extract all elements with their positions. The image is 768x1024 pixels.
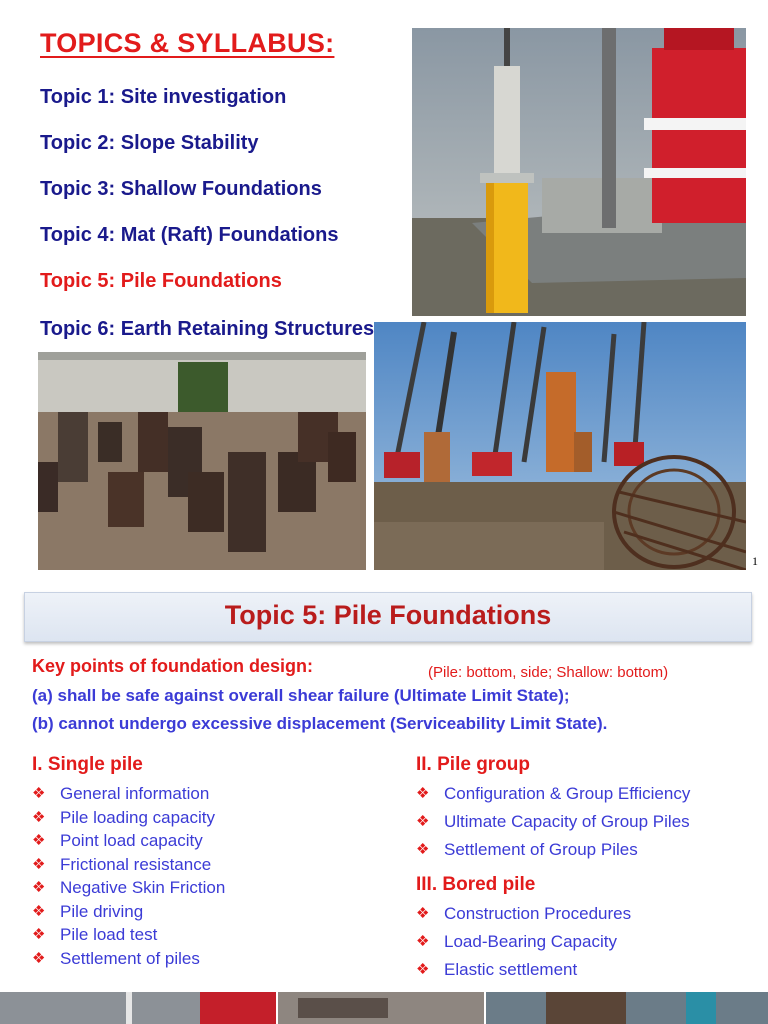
criterion-b: (b) cannot undergo excessive displacement (Serviceability Limit State). [32, 714, 608, 733]
key-points-label: Key points of foundation design: [32, 656, 313, 676]
bored-pile-site-photo [374, 322, 746, 570]
criterion-a: (a) shall be safe against overall shear failure (Ultimate Limit State); [32, 686, 570, 705]
pile-group-heading: II. Pile group [416, 754, 531, 775]
list-item: ❖ Load-Bearing Capacity [416, 932, 617, 951]
diamond-bullet-icon: ❖ [416, 785, 430, 802]
list-item: ❖ Settlement of Group Piles [416, 840, 638, 859]
bored-pile-list [416, 904, 631, 980]
diamond-bullet-icon: ❖ [32, 949, 46, 967]
syllabus-title: TOPICS & SYLLABUS: [40, 28, 335, 58]
pile-group-list [416, 784, 690, 860]
list-item: ❖ Settlement of piles [32, 948, 200, 968]
offshore-pile-photo [412, 28, 746, 316]
list-item: ❖ Ultimate Capacity of Group Piles [416, 812, 690, 831]
list-item: ❖ Pile driving [32, 901, 144, 921]
diamond-bullet-icon: ❖ [32, 832, 46, 849]
list-item: ❖ General information [32, 784, 210, 803]
next-slide-photo-middle [278, 992, 484, 1024]
list-item: ❖ Pile load test [32, 925, 158, 944]
topic-2: Topic 2: Slope Stability [40, 132, 259, 154]
list-item: ❖ Negative Skin Friction [32, 878, 226, 897]
diamond-bullet-icon: ❖ [32, 902, 46, 920]
list-item: ❖ Configuration & Group Efficiency [416, 784, 691, 803]
pile-note: (Pile: bottom, side; Shallow: bottom) [428, 664, 669, 681]
page-number: 1 [752, 554, 758, 568]
diamond-bullet-icon: ❖ [416, 905, 430, 922]
list-item: ❖ Frictional resistance [32, 854, 212, 874]
next-slide-photo-right [486, 992, 768, 1024]
diamond-bullet-icon: ❖ [32, 808, 46, 826]
single-pile-list [32, 784, 225, 969]
diamond-bullet-icon: ❖ [32, 879, 46, 896]
diamond-bullet-icon: ❖ [416, 961, 430, 978]
slide2-title: Topic 5: Pile Foundations [224, 600, 552, 630]
single-pile-heading: I. Single pile [32, 754, 143, 775]
topic-4: Topic 4: Mat (Raft) Foundations [40, 224, 339, 246]
topic-3: Topic 3: Shallow Foundations [40, 178, 322, 200]
diamond-bullet-icon: ❖ [416, 933, 430, 950]
diamond-bullet-icon: ❖ [416, 813, 430, 830]
list-item: ❖ Construction Procedures [416, 904, 632, 923]
list-item: ❖ Elastic settlement [416, 960, 578, 979]
topic-5: Topic 5: Pile Foundations [40, 270, 282, 292]
list-item: ❖ Point load capacity [32, 831, 203, 850]
bored-pile-heading: III. Bored pile [416, 874, 536, 895]
diamond-bullet-icon: ❖ [32, 926, 46, 943]
diamond-bullet-icon: ❖ [32, 855, 46, 873]
list-item: ❖ Pile loading capacity [32, 807, 215, 827]
topic-6: Topic 6: Earth Retaining Structures [40, 318, 374, 340]
steel-piles-photo [38, 352, 366, 570]
diamond-bullet-icon: ❖ [32, 785, 46, 802]
next-slide-photo-left [0, 992, 276, 1024]
topic-1: Topic 1: Site investigation [40, 86, 287, 108]
diamond-bullet-icon: ❖ [416, 841, 430, 858]
